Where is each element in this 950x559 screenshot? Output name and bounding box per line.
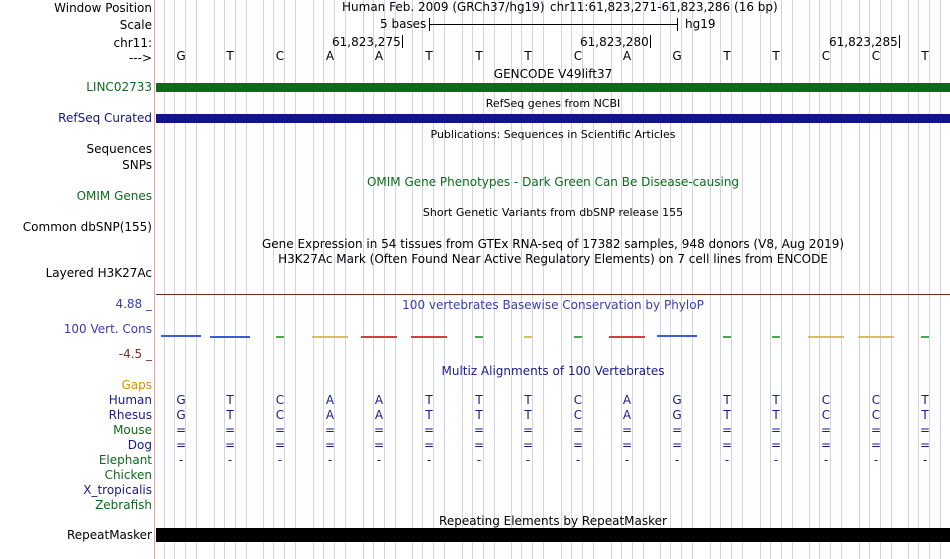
sequence-base: G bbox=[176, 49, 186, 63]
alignment-base: = bbox=[671, 423, 683, 437]
sequence-base: T bbox=[475, 49, 483, 63]
track-image[interactable] bbox=[156, 0, 950, 559]
refseq-track-label[interactable]: RefSeq Curated bbox=[58, 111, 152, 125]
alignment-base: = bbox=[522, 438, 534, 452]
coordinate-label: 61,823,275 bbox=[332, 35, 401, 49]
alignment-base: = bbox=[522, 423, 534, 437]
alignment-base: G bbox=[176, 408, 186, 422]
repeatmasker-bar[interactable] bbox=[156, 528, 950, 542]
alignment-base: = bbox=[274, 438, 286, 452]
alignment-base: = bbox=[324, 438, 336, 452]
alignment-base: C bbox=[871, 393, 881, 407]
sequence-base: A bbox=[325, 49, 335, 63]
conservation-mark bbox=[609, 336, 645, 338]
publications-track-title: Publications: Sequences in Scientific Articles bbox=[430, 128, 676, 141]
omim-track-label[interactable]: OMIM Genes bbox=[76, 189, 152, 203]
alignment-base: = bbox=[373, 423, 385, 437]
species-label[interactable]: Rhesus bbox=[108, 408, 152, 422]
sequence-base: C bbox=[573, 49, 583, 63]
scale-bar-left-end bbox=[429, 18, 430, 31]
omim-track-title: OMIM Gene Phenotypes - Dark Green Can Be Disease-causing bbox=[366, 175, 740, 189]
alignment-base: - bbox=[277, 453, 283, 467]
alignment-base: T bbox=[772, 408, 780, 422]
scale-label: Scale bbox=[119, 18, 152, 32]
alignment-base: = bbox=[274, 423, 286, 437]
conservation-mark bbox=[524, 336, 532, 338]
repeatmasker-track-label[interactable]: RepeatMasker bbox=[66, 528, 152, 542]
sequence-base: T bbox=[226, 49, 234, 63]
alignment-base: - bbox=[376, 453, 382, 467]
alignment-base: - bbox=[575, 453, 581, 467]
alignment-base: C bbox=[573, 408, 583, 422]
position-text: chr11:61,823,271-61,823,286 (16 bp) bbox=[550, 0, 778, 14]
repeatmasker-track-title: Repeating Elements by RepeatMasker bbox=[439, 514, 667, 528]
assembly-text: Human Feb. 2009 (GRCh37/hg19) bbox=[342, 0, 545, 14]
alignment-base: T bbox=[772, 393, 780, 407]
conservation-mark bbox=[657, 335, 697, 337]
alignment-base: = bbox=[572, 438, 584, 452]
alignment-base: = bbox=[473, 423, 485, 437]
gencode-track-title: GENCODE V49lift37 bbox=[493, 67, 613, 81]
alignment-base: - bbox=[773, 453, 779, 467]
scale-bar bbox=[429, 24, 678, 25]
conservation-track-label[interactable]: 100 Vert. Cons bbox=[63, 322, 152, 336]
alignment-base: = bbox=[919, 438, 931, 452]
alignment-base: = bbox=[324, 423, 336, 437]
alignment-base: = bbox=[175, 438, 187, 452]
alignment-base: A bbox=[325, 393, 335, 407]
alignment-base: T bbox=[475, 393, 483, 407]
snps-track-label[interactable]: SNPs bbox=[122, 158, 152, 172]
alignment-base: - bbox=[426, 453, 432, 467]
alignment-base: - bbox=[922, 453, 928, 467]
alignment-base: T bbox=[921, 393, 929, 407]
alignment-base: - bbox=[724, 453, 730, 467]
conservation-mark bbox=[723, 336, 731, 338]
conservation-track-title: 100 vertebrates Basewise Conservation by PhyloP bbox=[402, 298, 704, 312]
h3k27ac-track-label[interactable]: Layered H3K27Ac bbox=[45, 266, 152, 280]
scale-db: hg19 bbox=[685, 17, 716, 31]
alignment-base: T bbox=[921, 408, 929, 422]
alignment-base: = bbox=[820, 423, 832, 437]
scale-bar-right-end bbox=[677, 18, 678, 31]
species-label[interactable]: X_tropicalis bbox=[83, 483, 152, 497]
coordinate-tick bbox=[402, 35, 403, 48]
conservation-mark bbox=[858, 336, 894, 338]
alignment-base: - bbox=[178, 453, 184, 467]
conservation-mark bbox=[210, 336, 250, 338]
alignment-base: T bbox=[226, 393, 234, 407]
alignment-base: C bbox=[573, 393, 583, 407]
alignment-base: T bbox=[723, 393, 731, 407]
alignment-base: - bbox=[227, 453, 233, 467]
sequence-base: G bbox=[672, 49, 682, 63]
species-label[interactable]: Zebrafish bbox=[95, 498, 152, 512]
alignment-base: = bbox=[721, 423, 733, 437]
sequence-base: T bbox=[723, 49, 731, 63]
alignment-base: = bbox=[820, 438, 832, 452]
conservation-mark bbox=[361, 336, 397, 338]
alignment-base: G bbox=[176, 393, 186, 407]
alignment-base: = bbox=[572, 423, 584, 437]
species-label[interactable]: Elephant bbox=[98, 453, 152, 467]
conservation-mark bbox=[475, 336, 483, 338]
conservation-min-label: -4.5 _ bbox=[118, 347, 152, 361]
coordinate-tick bbox=[650, 35, 651, 48]
alignment-base: - bbox=[674, 453, 680, 467]
track-divider bbox=[156, 294, 950, 295]
sequence-base: C bbox=[821, 49, 831, 63]
gencode-track-label[interactable]: LINC02733 bbox=[86, 80, 152, 94]
alignment-base: = bbox=[224, 423, 236, 437]
alignment-base: - bbox=[873, 453, 879, 467]
sequence-base: A bbox=[622, 49, 632, 63]
sequence-base: T bbox=[524, 49, 532, 63]
alignment-base: T bbox=[425, 393, 433, 407]
sequences-track-label[interactable]: Sequences bbox=[86, 142, 152, 156]
alignment-base: = bbox=[473, 438, 485, 452]
alignment-base: = bbox=[423, 438, 435, 452]
alignment-base: C bbox=[275, 393, 285, 407]
conservation-mark bbox=[772, 336, 780, 338]
alignment-base: = bbox=[671, 438, 683, 452]
conservation-mark bbox=[574, 336, 582, 338]
alignment-base: - bbox=[327, 453, 333, 467]
gencode-gene-bar[interactable] bbox=[156, 83, 950, 92]
dbsnp-track-label[interactable]: Common dbSNP(155) bbox=[22, 220, 152, 234]
refseq-gene-bar[interactable] bbox=[156, 114, 950, 123]
alignment-base: = bbox=[224, 438, 236, 452]
alignment-base: - bbox=[823, 453, 829, 467]
alignment-base: = bbox=[870, 423, 882, 437]
alignment-base: T bbox=[524, 408, 532, 422]
alignment-base: = bbox=[423, 423, 435, 437]
scale-text: 5 bases bbox=[380, 17, 427, 31]
alignment-base: = bbox=[621, 438, 633, 452]
dbsnp-track-title: Short Genetic Variants from dbSNP release 155 bbox=[422, 206, 684, 219]
refseq-track-title: RefSeq genes from NCBI bbox=[485, 97, 621, 110]
sequence-base: C bbox=[871, 49, 881, 63]
alignment-base: C bbox=[821, 393, 831, 407]
species-label[interactable]: Mouse bbox=[113, 423, 152, 437]
sequence-base: T bbox=[772, 49, 780, 63]
coordinate-label: 61,823,280 bbox=[580, 35, 649, 49]
alignment-base: = bbox=[721, 438, 733, 452]
chrom-label: chr11: bbox=[113, 36, 152, 50]
gaps-label: Gaps bbox=[121, 378, 152, 392]
conservation-mark bbox=[312, 336, 348, 338]
alignment-base: T bbox=[475, 408, 483, 422]
coordinate-label: 61,823,285 bbox=[829, 35, 898, 49]
alignment-base: - bbox=[525, 453, 531, 467]
sequence-base: T bbox=[921, 49, 929, 63]
alignment-base: A bbox=[622, 393, 632, 407]
alignment-base: C bbox=[275, 408, 285, 422]
sequence-base: A bbox=[374, 49, 384, 63]
h3k27ac-track-title: H3K27Ac Mark (Often Found Near Active Regulatory Elements) on 7 cell lines from ENCODE bbox=[278, 252, 828, 266]
alignment-base: = bbox=[621, 423, 633, 437]
alignment-base: G bbox=[672, 393, 682, 407]
conservation-mark bbox=[161, 335, 201, 337]
alignment-base: C bbox=[871, 408, 881, 422]
coordinate-tick bbox=[899, 35, 900, 48]
species-label[interactable]: Dog bbox=[127, 438, 152, 452]
alignment-base: A bbox=[325, 408, 335, 422]
alignment-base: T bbox=[425, 408, 433, 422]
label-column-border bbox=[154, 0, 155, 559]
alignment-base: = bbox=[919, 423, 931, 437]
alignment-base: = bbox=[175, 423, 187, 437]
species-label[interactable]: Human bbox=[108, 393, 152, 407]
window-position-label: Window Position bbox=[54, 1, 152, 15]
multiz-track-title: Multiz Alignments of 100 Vertebrates bbox=[441, 364, 665, 378]
conservation-mark bbox=[808, 336, 844, 338]
alignment-base: = bbox=[870, 438, 882, 452]
alignment-base: A bbox=[622, 408, 632, 422]
conservation-mark bbox=[921, 336, 929, 338]
species-label[interactable]: Chicken bbox=[104, 468, 152, 482]
strand-label: ---> bbox=[128, 51, 152, 65]
alignment-base: - bbox=[624, 453, 630, 467]
conservation-mark bbox=[411, 336, 447, 338]
alignment-base: A bbox=[374, 393, 384, 407]
gtex-track-title: Gene Expression in 54 tissues from GTEx RNA-seq of 17382 samples, 948 donors (V8, Aug 2019) bbox=[261, 237, 845, 251]
alignment-base: T bbox=[524, 393, 532, 407]
alignment-base: - bbox=[476, 453, 482, 467]
alignment-base: T bbox=[723, 408, 731, 422]
alignment-base: = bbox=[770, 438, 782, 452]
alignment-base: A bbox=[374, 408, 384, 422]
track-label-column bbox=[0, 0, 154, 559]
alignment-base: = bbox=[770, 423, 782, 437]
alignment-base: T bbox=[226, 408, 234, 422]
conservation-mark bbox=[276, 336, 284, 338]
alignment-base: C bbox=[821, 408, 831, 422]
conservation-max-label: 4.88 _ bbox=[115, 297, 152, 311]
sequence-base: T bbox=[425, 49, 433, 63]
alignment-base: = bbox=[373, 438, 385, 452]
alignment-base: G bbox=[672, 408, 682, 422]
sequence-base: C bbox=[275, 49, 285, 63]
